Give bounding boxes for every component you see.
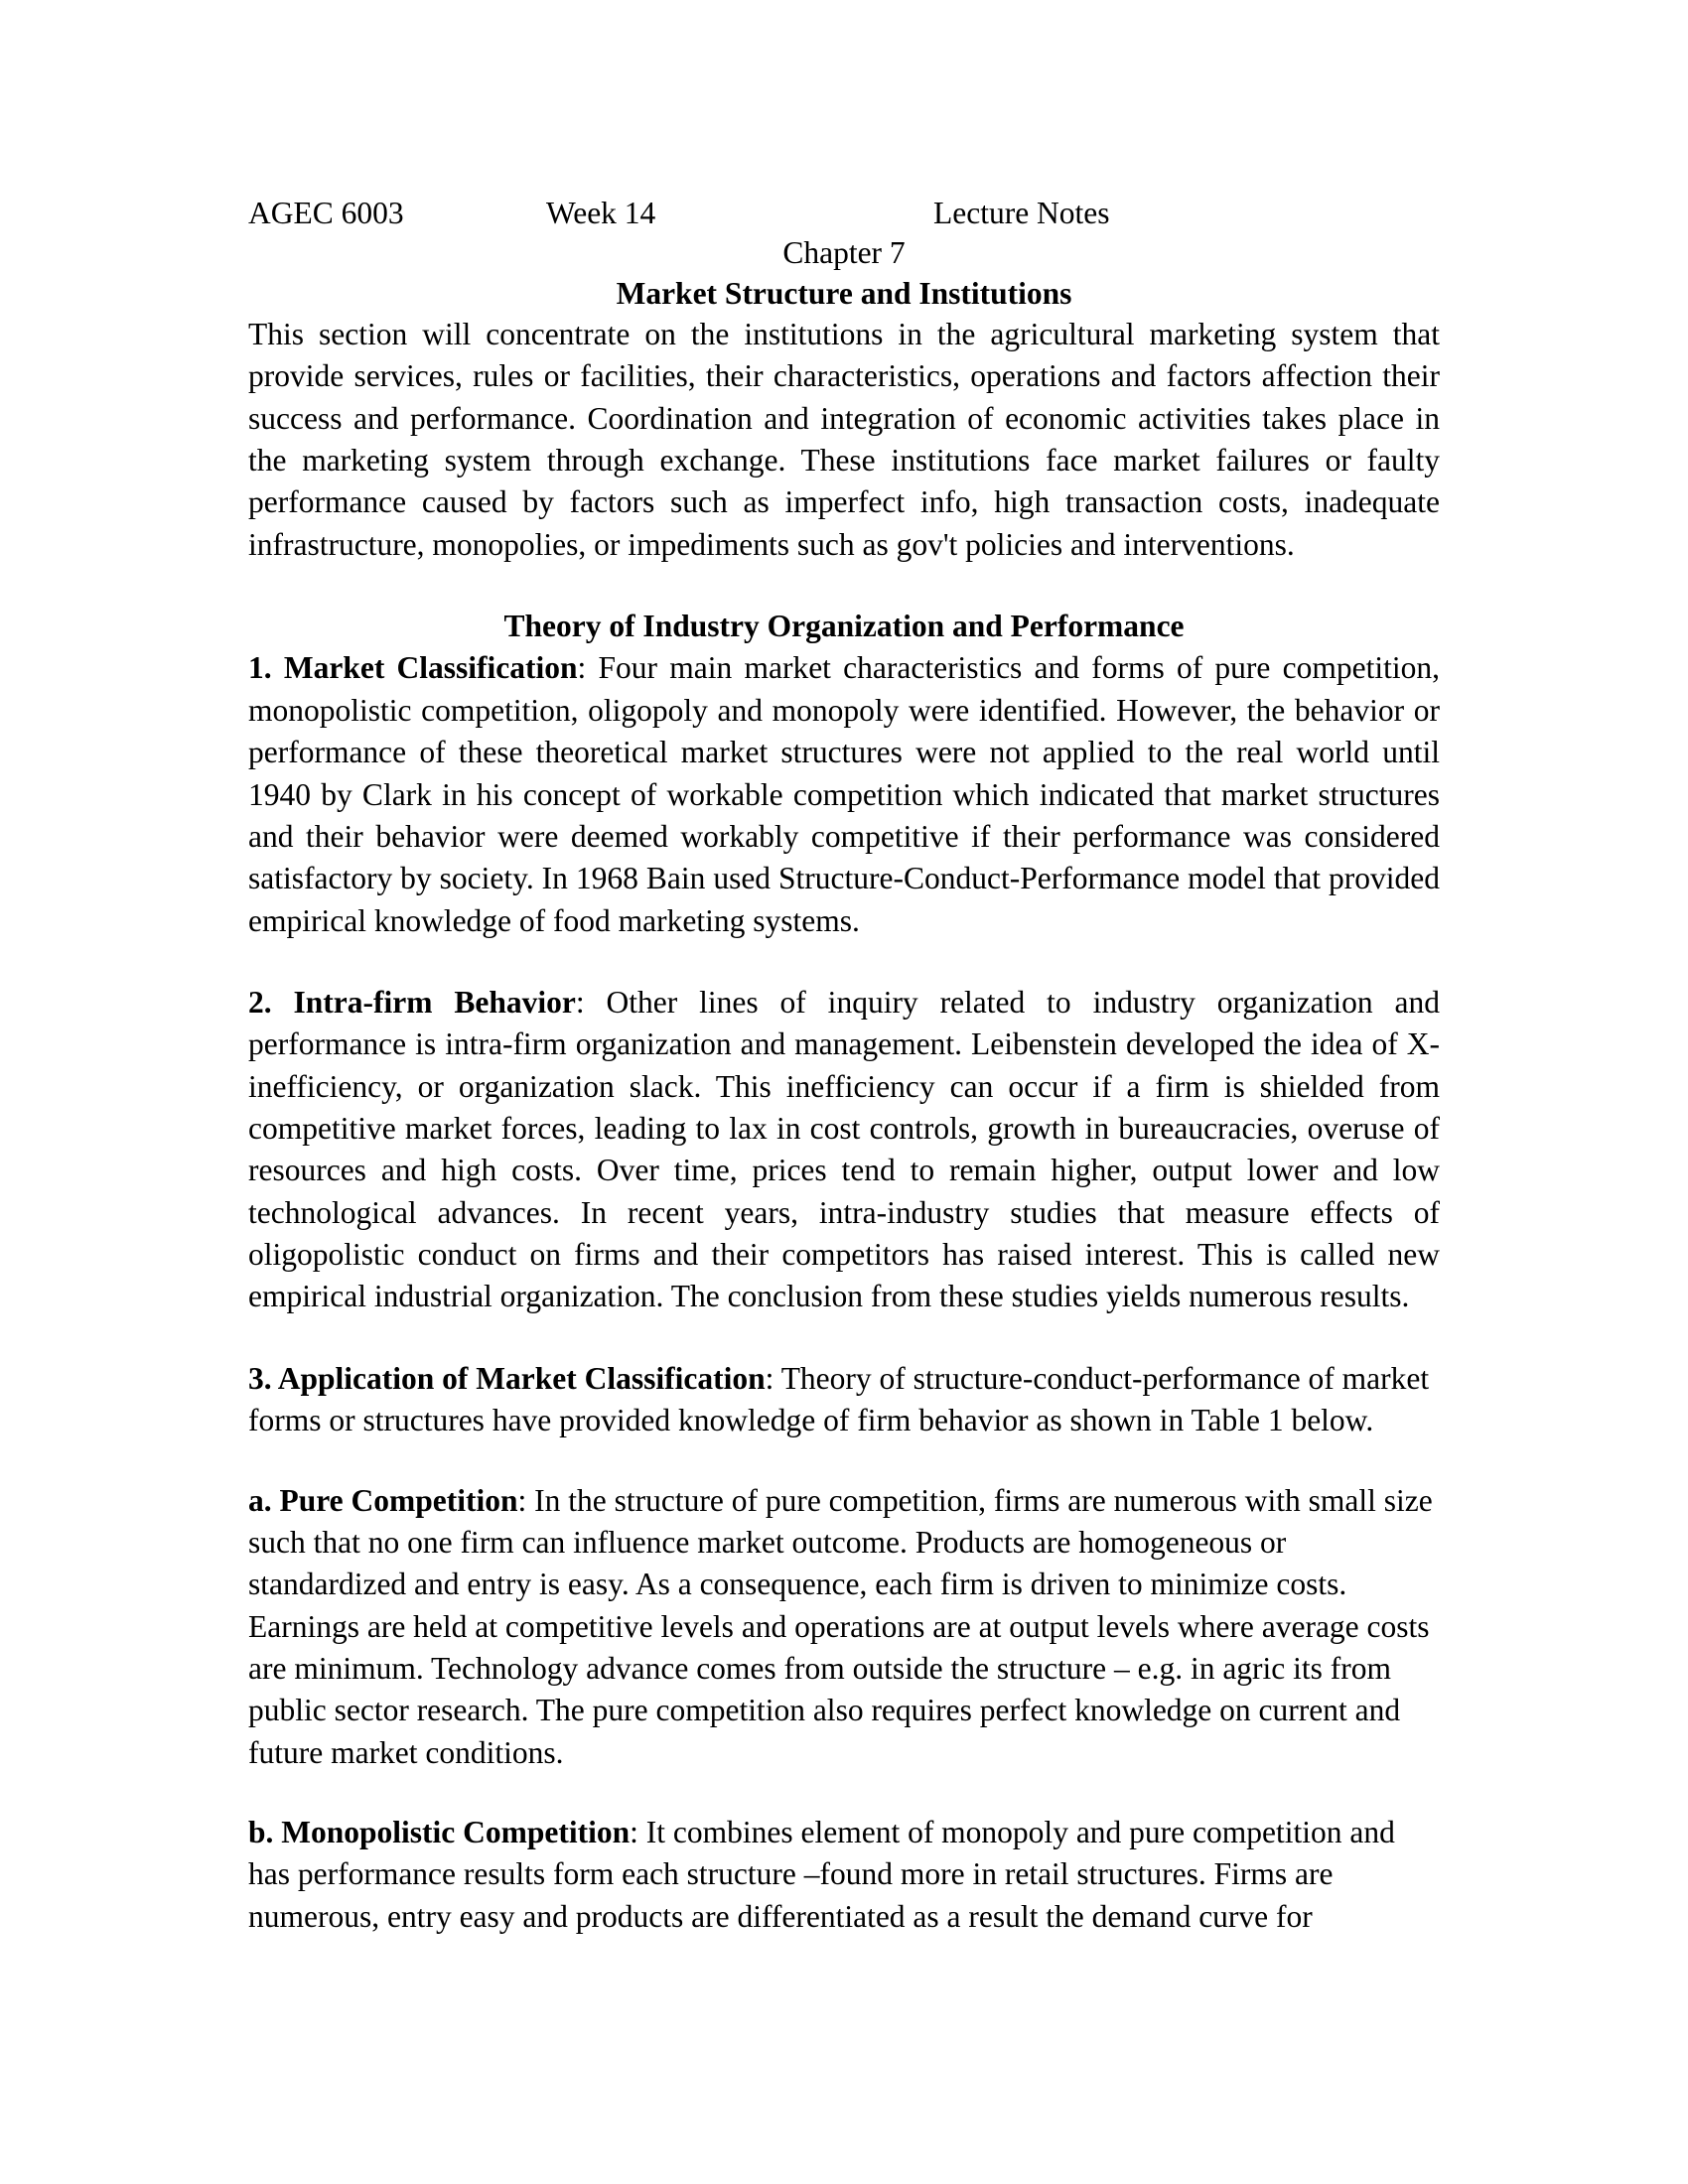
section-label-a: a. Pure Competition bbox=[248, 1482, 518, 1518]
spacer bbox=[248, 942, 1440, 982]
section-separator-2: : bbox=[575, 984, 607, 1020]
chapter-number: Chapter 7 bbox=[782, 235, 906, 271]
section-separator-b: : bbox=[630, 1815, 646, 1850]
section-label-2: 2. Intra-firm Behavior bbox=[248, 984, 576, 1020]
running-header bbox=[248, 194, 1440, 233]
section-label-b: b. Monopolistic Competition bbox=[248, 1815, 631, 1850]
spacer bbox=[248, 1318, 1440, 1358]
section-body-1: Four main market characteristics and forms of pure competition, monopolistic competition, oligopoly and monopoly were identified. However, the behavior or performance of these theoretical market structures were not applied to the real world until 1940 by Clark in his concept of workable competition which indicated that market structures and their behavior were deemed workably competitive if their performance was considered satisfactory by society. In 1968 Bain used Structure-Conduct-Performance model that provided empirical knowledge of food marketing systems. bbox=[248, 650, 1440, 938]
section-paragraph-a bbox=[248, 1480, 1440, 1775]
section-paragraph-1 bbox=[248, 647, 1440, 942]
section-label-3: 3. Application of Market Classification bbox=[248, 1360, 766, 1396]
section-separator-1: : bbox=[577, 650, 599, 686]
section-separator-3: : bbox=[765, 1360, 781, 1396]
section-body-a: In the structure of pure competition, firms are numerous with small size such that no one firm can influence market outcome. Products are homogeneous or standardized and entry is easy. As a consequence, each firm is driven to minimize costs. Earnings are held at competitive levels and operations are at output levels where average costs are minimum. Technology advance comes from outside the structure – e.g. in agric its from public sector research. The pure competition also requires perfect knowledge on current and future market conditions. bbox=[248, 1482, 1433, 1770]
spacer bbox=[248, 1442, 1440, 1480]
theory-section-heading: Theory of Industry Organization and Performance bbox=[503, 609, 1185, 644]
section-body-b: It combines element of monopoly and pure competition and has performance results form each structure –found more in retail structures. Firms are numerous, entry easy and products are differentiated as a result the demand curve for bbox=[248, 1815, 1395, 1934]
intro-paragraph: This section will concentrate on the institutions in the agricultural marketing system that provide services, rules or facilities, their characteristics, operations and factors affection their success and performance. Coordination and integration of economic activities takes place in the marketing system through exchange. These institutions face market failures or faulty performance caused by factors such as imperfect info, high transaction costs, inadequate infrastructure, monopolies, or impediments such as gov't policies and interventions. bbox=[248, 316, 1440, 562]
page-title: Market Structure and Institutions bbox=[616, 275, 1072, 311]
section-paragraph-3 bbox=[248, 1358, 1440, 1442]
header-week: Week 14 bbox=[546, 196, 656, 230]
header-doc-type: Lecture Notes bbox=[933, 196, 1110, 230]
section-body-2: Other lines of inquiry related to industry organization and performance is intra-firm organization and management. Leibenstein developed the idea of X-inefficiency, or organization slack. This inefficiency can occur if a firm is shielded from competitive market forces, leading to lax in cost controls, growth in bureaucracies, overuse of resources and high costs. Over time, prices tend to remain higher, output lower and low technological advances. In recent years, intra-industry studies that measure effects of oligopolistic conduct on firms and their competitors has raised interest. This is called new empirical industrial organization. The conclusion from these studies yields numerous results. bbox=[248, 984, 1440, 1314]
spacer bbox=[248, 566, 1440, 606]
section-label-1: 1. Market Classification bbox=[248, 650, 578, 686]
section-separator-a: : bbox=[517, 1482, 535, 1518]
header-course-code: AGEC 6003 bbox=[248, 196, 404, 230]
section-paragraph-2 bbox=[248, 982, 1440, 1318]
spacer bbox=[248, 1774, 1440, 1812]
page-content bbox=[248, 194, 1440, 1938]
section-body-3: Theory of structure-conduct-performance of market forms or structures have provided knowledge of firm behavior as shown in Table 1 below. bbox=[248, 1360, 1430, 1438]
section-paragraph-b bbox=[248, 1812, 1440, 1938]
